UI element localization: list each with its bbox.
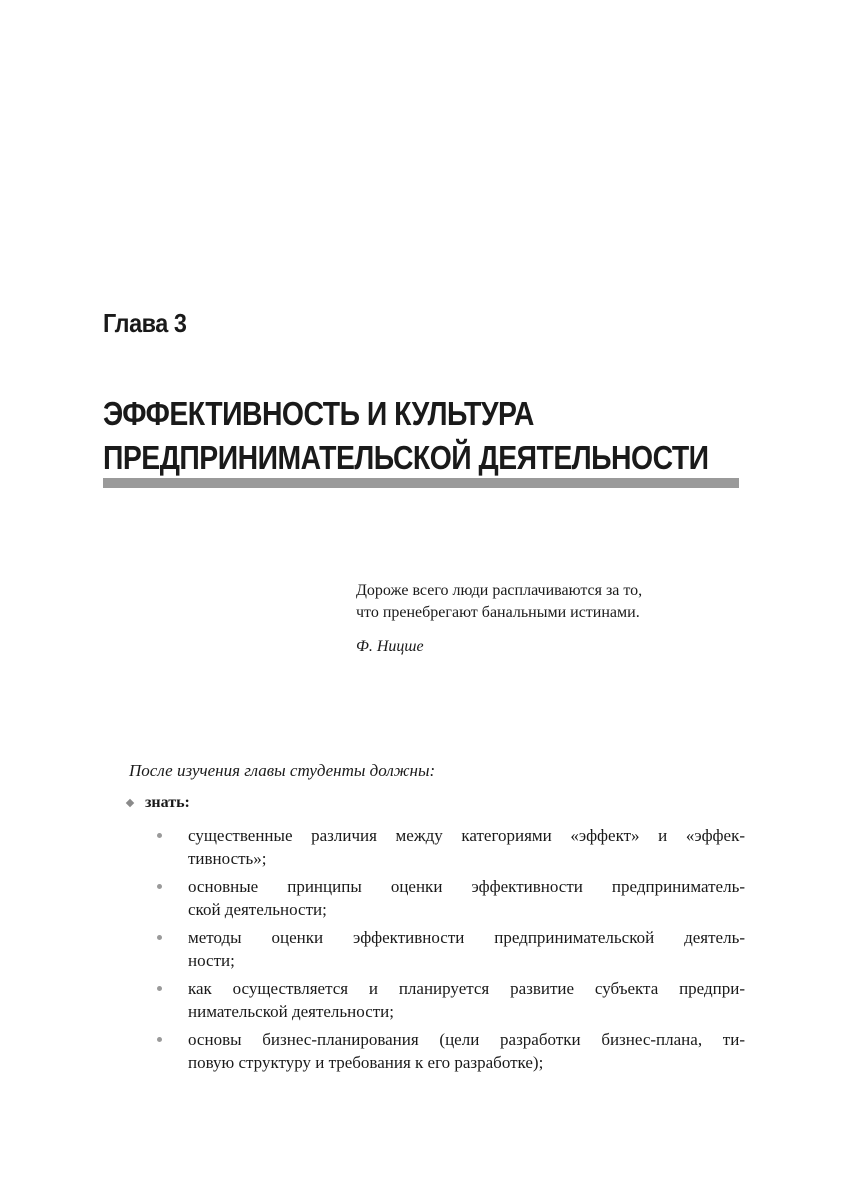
list-item-line: повую структуру и требования к его разработке); [188,1053,544,1072]
chapter-title-line-2: ПРЕДПРИНИМАТЕЛЬСКОЙ ДЕЯТЕЛЬНОСТИ [103,439,709,476]
epigraph-author: Ф. Ницше [356,638,424,655]
list-item [155,1028,745,1074]
know-heading [127,792,190,814]
knowledge-list [155,824,745,1079]
chapter-title-line-1: ЭФФЕКТИВНОСТЬ И КУЛЬТУРА [103,395,534,432]
diamond-bullet-icon [126,799,134,807]
chapter-title [103,392,709,480]
list-item-line: как осуществляется и планируется развитие субъекта предпри- [188,979,745,998]
list-item-line: нимательской деятельности; [188,1002,394,1021]
list-item [155,824,745,870]
dot-bullet-icon [157,884,162,889]
objectives-intro: После изучения главы студенты должны: [129,761,436,780]
title-underline-rule [103,478,739,488]
dot-bullet-icon [157,833,162,838]
list-item-line: тивность»; [188,849,267,868]
list-item-line: ской деятельности; [188,900,327,919]
list-item-line: методы оценки эффективности предпринимательской деятель- [188,928,745,947]
epigraph-line-1: Дороже всего люди расплачиваются за то, [356,582,643,599]
list-item [155,875,745,921]
dot-bullet-icon [157,1037,162,1042]
list-item-line: основные принципы оценки эффективности предприниматель- [188,877,745,896]
list-item-line: основы бизнес-планирования (цели разработки бизнес-плана, ти- [188,1030,745,1049]
epigraph [356,580,746,658]
dot-bullet-icon [157,986,162,991]
dot-bullet-icon [157,935,162,940]
know-label: знать: [145,794,190,811]
list-item [155,977,745,1023]
chapter-label: Глава 3 [103,308,187,338]
epigraph-line-2: что пренебрегают банальными истинами. [356,604,640,621]
list-item-line: существенные различия между категориями «эффект» и «эффек- [188,826,745,845]
list-item [155,926,745,972]
list-item-line: ности; [188,951,235,970]
